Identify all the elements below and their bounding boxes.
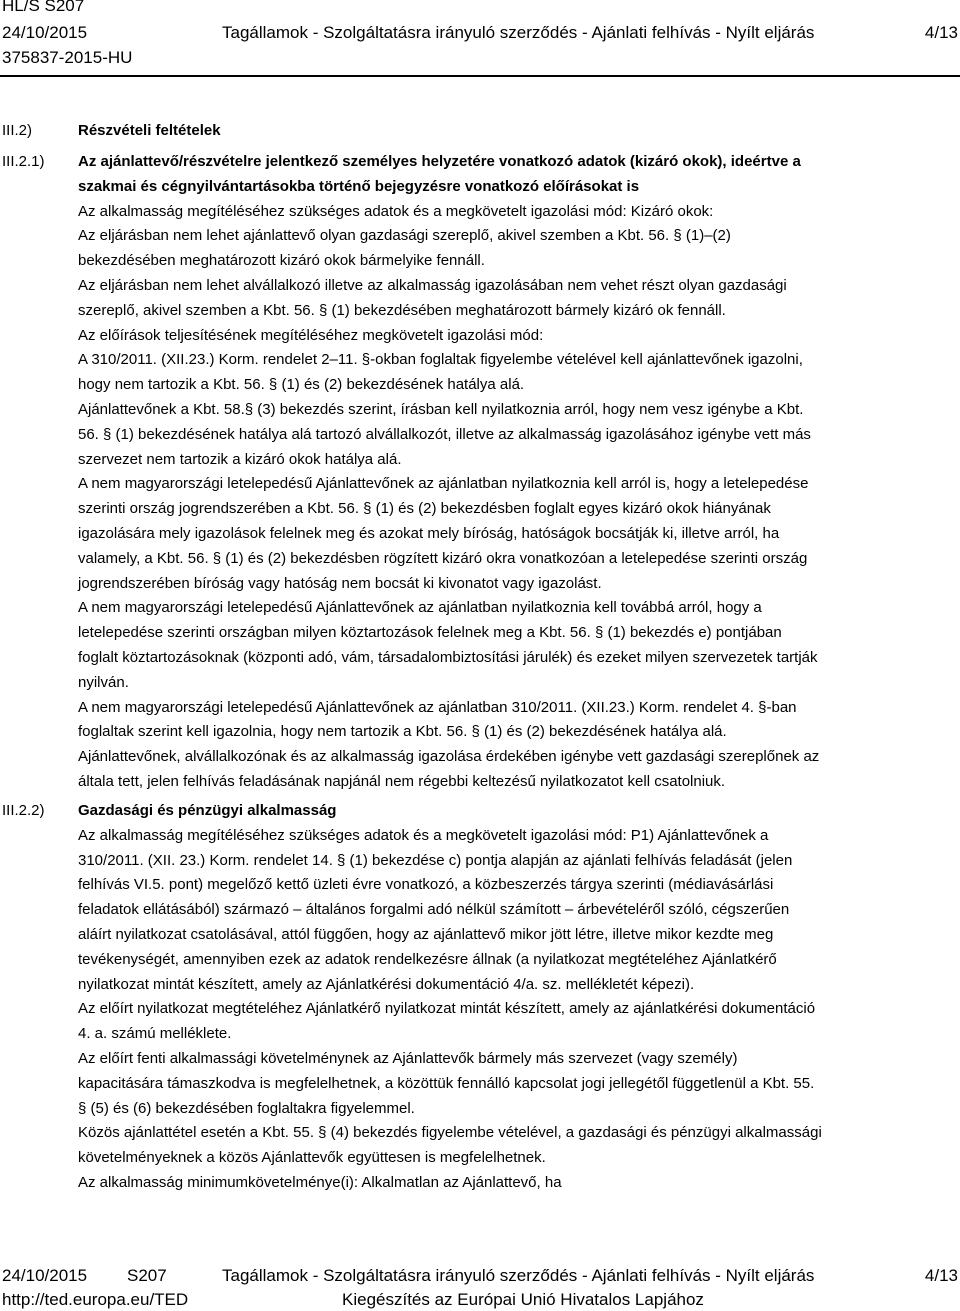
section-economic-standing (78, 799, 960, 1196)
text-line: általa tett, jelen felhívás feladásának napjánál nem régebbi keltezésű nyilatkozatot kell csatolniuk. (78, 772, 726, 790)
text-line: hogy nem tartozik a Kbt. 56. § (1) és (2) bekezdésének hatálya alá. (78, 376, 525, 394)
text-line: nyilván. (78, 673, 129, 691)
text-line: foglaltak szerint kell igazolnia, hogy nem tartozik a Kbt. 56. § (1) és (2) bekezdésének hatálya alá. (78, 723, 727, 741)
text-line: bekezdésében meghatározott kizáró okok bármelyike fennáll. (78, 252, 485, 270)
header-title: Tagállamok - Szolgáltatásra irányuló szerződés - Ajánlati felhívás - Nyílt eljárás (222, 23, 815, 42)
notice-id: 375837-2015-HU (2, 48, 133, 67)
text-line: Az eljárásban nem lehet alvállalkozó illetve az alkalmasság igazolásában nem vehet részt olyan gazdasági (78, 276, 787, 294)
page-footer (0, 1262, 960, 1311)
text-line: 56. § (1) bekezdésének hatálya alá tartozó alvállalkozót, illetve az alkalmasság igazolásához igénybe vett más (78, 425, 811, 443)
section-number-iii-2-1: III.2.1) (2, 153, 45, 170)
text-line: A 310/2011. (XII.23.) Korm. rendelet 2–11. §-okban foglaltak figyelembe vételével kell ajánlattevőnek igazolni, (78, 351, 803, 369)
text-line: feladatok ellátásából) származó – általános forgalmi adó nélkül számított – árbevételéről szóló, cégszerűen (78, 901, 790, 919)
text-line: Ajánlattevőnek a Kbt. 58.§ (3) bekezdés szerint, írásban kell nyilatkoznia arról, hogy nem vesz igénybe a Kbt. (78, 400, 804, 418)
footer-row (2, 1266, 958, 1286)
text-line: Ajánlattevőnek, alvállalkozónak és az alkalmasság igazolása érdekében igénybe vett gazdasági szereplőnek az (78, 748, 820, 766)
text-line: szervezet nem tartozik a kizáró okok hatálya alá. (78, 450, 402, 468)
text-line: letelepedése szerinti országban milyen köztartozások felelnek meg a Kbt. 56. § (1) bekezdés e) pontjában (78, 624, 782, 642)
text-line: A nem magyarországi letelepedésű Ajánlattevőnek az ajánlatban 310/2011. (XII.23.) Korm. rendelet 4. §-ban (78, 698, 797, 716)
text-line: Az alkalmasság megítéléséhez szükséges adatok és a megkövetelt igazolási mód: Kizáró okok: (78, 202, 714, 220)
text-line: A nem magyarországi letelepedésű Ajánlattevőnek az ajánlatban nyilatkoznia kell arról is, hogy a letelepedése (78, 475, 809, 493)
text-line: nyilatkozat mintát készített, amely az Ajánlatkérési dokumentáció 4/a. sz. mellékletét képezi). (78, 975, 695, 993)
text-line: 4. a. számú melléklete. (78, 1025, 232, 1043)
text-line: Az előírt fenti alkalmassági követelménynek az Ajánlattevők bármely más szervezet (vagy személy) (78, 1049, 738, 1067)
text-line: § (5) és (6) bekezdésében foglaltakra figyelemmel. (78, 1099, 415, 1117)
section-number-iii-2-2: III.2.2) (2, 802, 45, 819)
text-line: kapacitására támaszkodva is megfelelhetnek, a közöttük fennálló kapcsolat jogi jellegétől függetlenül a Kbt. 55. (78, 1074, 815, 1092)
text-line: Az előírások teljesítésének megítéléséhez megkövetelt igazolási mód: (78, 326, 544, 344)
header-divider (0, 75, 960, 77)
section-personal-situation (78, 150, 960, 795)
text-line: Az eljárásban nem lehet ajánlattevő olyan gazdasági szereplő, akivel szemben a Kbt. 56. § (1)–(2) (78, 227, 731, 245)
footer-date: 24/10/2015 (2, 1266, 88, 1285)
text-line: foglalt köztartozásoknak (központi adó, vám, társadalombiztosítási járulék) és ezeket milyen szervezetek tartják (78, 648, 818, 666)
text-line: Az előírt nyilatkozat megtételéhez Ajánlatkérő nyilatkozat mintát készített, amely az ajánlatkérési dokumentáció (78, 1000, 816, 1018)
text-line: tevékenységét, amennyiben ezek az adatok rendelkezésre állnak (a nyilatkozat megtételéhez Ajánlatkérő (78, 950, 777, 968)
doc-id: HL/S S207 (2, 0, 85, 15)
text-line: jogrendszerében bíróság vagy hatóság nem bocsát ki kivonatot vagy igazolást. (78, 574, 602, 592)
text-line: követelményeknek a közös Ajánlattevők együttesen is megfelelhetnek. (78, 1149, 546, 1167)
header-page-number: 4/13 (924, 23, 958, 42)
section-title: Gazdasági és pénzügyi alkalmasság (78, 802, 337, 819)
text-line: 310/2011. (XII. 23.) Korm. rendelet 14. § (1) bekezdése c) pontja alapján az ajánlati felhívás feladását (jelen (78, 851, 793, 869)
footer-series: S207 (127, 1266, 167, 1285)
text-line: felhívás VI.5. pont) megelőző kettő üzleti évre vonatkozó, a közbeszerzés tárgya szerinti (médiavásárlási (78, 876, 774, 894)
footer-title: Tagállamok - Szolgáltatásra irányuló szerződés - Ajánlati felhívás - Nyílt eljárás (222, 1266, 815, 1285)
text-line: igazolására mely igazolások felelnek meg és azokat mely bíróság, hatóságok bocsátják ki, illetve arról, ha (78, 524, 780, 542)
page-header (0, 0, 960, 72)
section-number-iii-2: III.2) (2, 122, 33, 139)
text-line: valamely, a Kbt. 56. § (1) és (2) bekezdésben rögzített kizáró okra vonatkozóan a letelepedése szerinti ország (78, 549, 808, 567)
text-line: Az alkalmasság minimumkövetelménye(i): Alkalmatlan az Ajánlattevő, ha (78, 1173, 562, 1191)
footer-publisher: Kiegészítés az Európai Unió Hivatalos Lapjához (342, 1290, 704, 1309)
text-line: Közös ajánlattétel esetén a Kbt. 55. § (4) bekezdés figyelembe vételével, a gazdasági és pénzügyi alkalmassági (78, 1124, 822, 1142)
section-title: Az ajánlattevő/részvételre jelentkező személyes helyzetére vonatkozó adatok (kizáró okok), ideértve a (78, 153, 801, 170)
section-title: Részvételi feltételek (78, 122, 221, 139)
header-date: 24/10/2015 (2, 23, 88, 42)
footer-url-link[interactable]: http://ted.europa.eu/TED (2, 1290, 189, 1309)
footer-page-number: 4/13 (924, 1266, 958, 1285)
text-line: aláírt nyilatkozat csatolásával, attól függően, hogy az ajánlattevő mikor jött létre, illetve mikor kezdte meg (78, 925, 774, 943)
text-line: A nem magyarországi letelepedésű Ajánlattevőnek az ajánlatban nyilatkoznia kell továbbá arról, hogy a (78, 599, 762, 617)
text-line: szerinti ország jogrendszerében a Kbt. 56. § (1) és (2) bekezdésben foglalt egyes kizáró okok hiányának (78, 500, 771, 518)
header-row (2, 23, 958, 43)
section-participation (78, 119, 960, 144)
text-line: Az alkalmasság megítéléséhez szükséges adatok és a megkövetelt igazolási mód: P1) Ajánlattevőnek a (78, 826, 769, 844)
section-title: szakmai és cégnyilvántartásokba történő bejegyzésre vonatkozó előírásokat is (78, 177, 640, 195)
text-line: szereplő, akivel szemben a Kbt. 56. § (1) bekezdésében meghatározott bármely kizáró ok fennáll. (78, 301, 726, 319)
